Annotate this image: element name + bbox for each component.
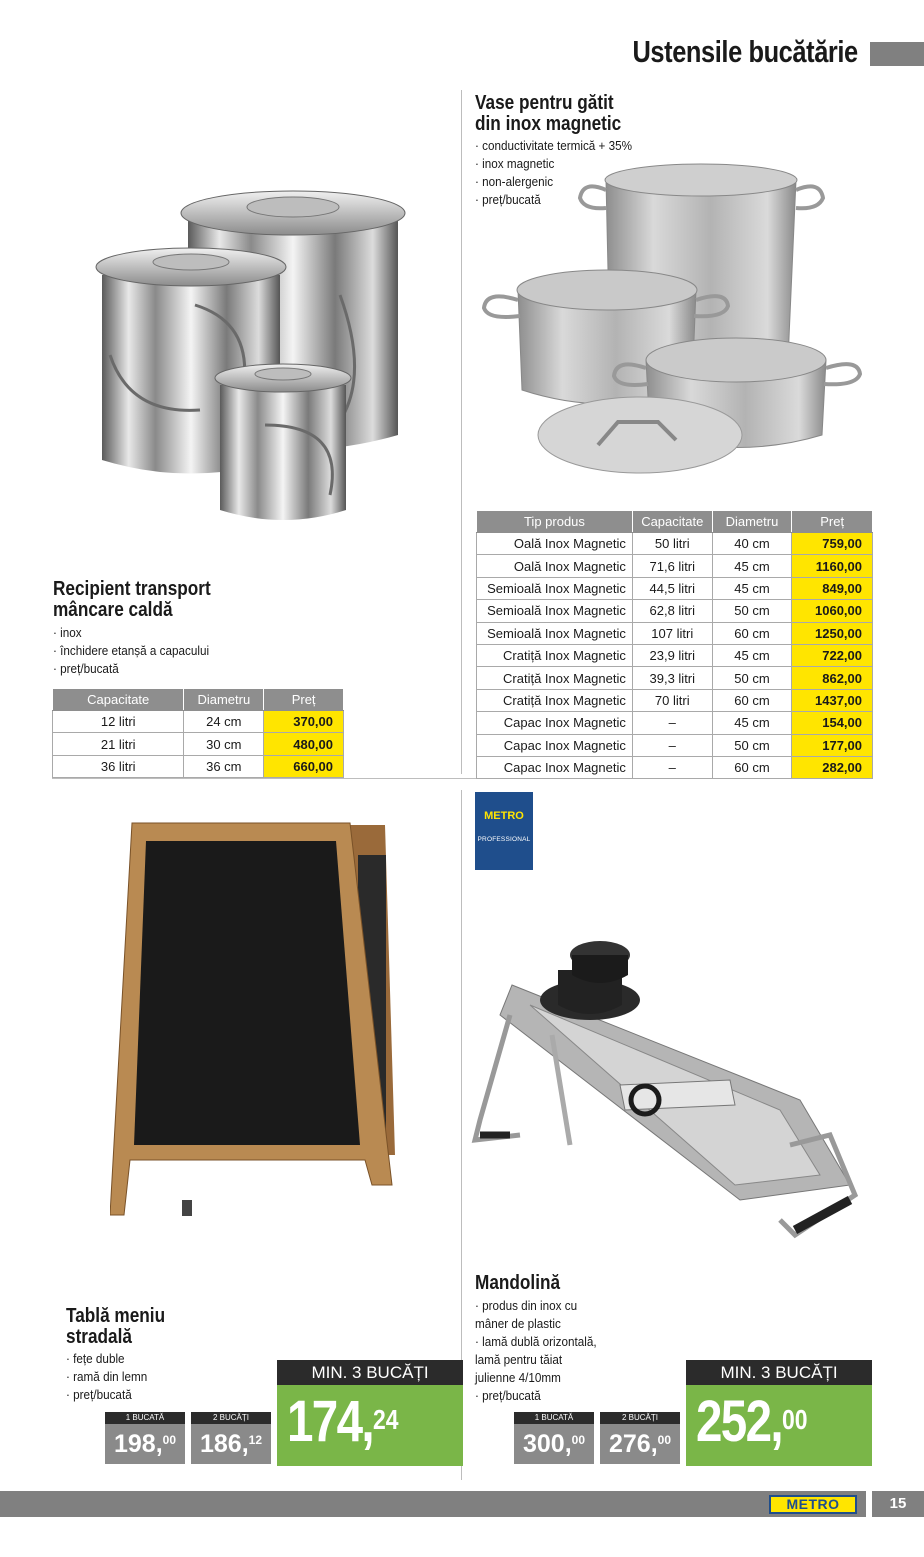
price-cell: 1060,00 (792, 600, 873, 622)
column-header: Preț (792, 511, 873, 533)
table-row: 12 litri 24 cm 370,00 (53, 711, 344, 733)
table-row: Semioală Inox Magnetic 44,5 litri 45 cm 849,00 (477, 577, 873, 599)
metro-professional-badge (475, 792, 533, 870)
cookware-image (478, 160, 868, 500)
price-cell: 480,00 (264, 733, 344, 755)
transport-containers-image (90, 175, 420, 530)
tier-label: 1 BUCATĂ (514, 1412, 594, 1424)
price-cell: 862,00 (792, 667, 873, 689)
table-row: Oală Inox Magnetic 71,6 litri 45 cm 1160,00 (477, 555, 873, 577)
bullet: · lamă dublă orizontală, (475, 1333, 597, 1351)
offer-price: 252,00 (696, 1389, 808, 1454)
table-row: Cratiță Inox Magnetic 70 litri 60 cm 1437,00 (477, 689, 873, 711)
column-header: Preț (264, 689, 344, 711)
board-price-tier-2 (191, 1412, 271, 1464)
bullet: · inox (53, 624, 209, 642)
bullet-continuation: julienne 4/10mm (475, 1370, 561, 1385)
bullet: · conductivitate termică + 35% (475, 137, 632, 155)
transport-bullets (53, 624, 209, 678)
bullet: · non-alergenic (475, 173, 632, 191)
table-row: Cratiță Inox Magnetic 39,3 litri 50 cm 862,00 (477, 667, 873, 689)
bullet: · fețe duble (66, 1350, 147, 1368)
price-cell: 370,00 (264, 711, 344, 733)
menu-board-image (110, 815, 400, 1235)
board-price-tier-1 (105, 1412, 185, 1464)
min-quantity-label: MIN. 3 BUCĂȚI (686, 1360, 872, 1385)
mandoline-image (470, 935, 870, 1245)
board-offer-box (277, 1360, 463, 1466)
board-bullets (66, 1350, 147, 1404)
column-header: Tip produs (477, 511, 633, 533)
table-row: 21 litri 30 cm 480,00 (53, 733, 344, 755)
cookware-title: Vase pentru gătit din inox magnetic (475, 92, 622, 135)
mandoline-bullets (475, 1297, 597, 1405)
bullet: · preț/bucată (66, 1386, 147, 1404)
table-row: Semioală Inox Magnetic 62,8 litri 50 cm 1060,00 (477, 600, 873, 622)
tier-price: 198,00 (105, 1424, 185, 1464)
bullet: · produs din inox cu (475, 1297, 597, 1315)
transport-price-table (52, 688, 344, 778)
mandoline-offer-box (686, 1360, 872, 1466)
tier-label: 2 BUCĂȚI (191, 1412, 271, 1424)
column-header: Capacitate (53, 689, 184, 711)
professional-label: PROFESSIONAL (477, 836, 531, 843)
tier-price: 276,00 (600, 1424, 680, 1464)
board-title: Tablă meniu stradală (66, 1305, 166, 1348)
table-row: Capac Inox Magnetic – 60 cm 282,00 (477, 756, 873, 778)
table-row: Semioală Inox Magnetic 107 litri 60 cm 1250,00 (477, 622, 873, 644)
mandoline-price-tier-1 (514, 1412, 594, 1464)
bullet-continuation: mâner de plastic (475, 1316, 561, 1331)
price-cell: 1250,00 (792, 622, 873, 644)
column-divider-top (461, 90, 462, 774)
mandoline-price-tier-2 (600, 1412, 680, 1464)
offer-price: 174,24 (287, 1389, 399, 1454)
bullet: · ramă din lemn (66, 1368, 147, 1386)
table-row: Capac Inox Magnetic – 45 cm 154,00 (477, 712, 873, 734)
column-header: Capacitate (632, 511, 712, 533)
price-cell: 1160,00 (792, 555, 873, 577)
tier-label: 2 BUCĂȚI (600, 1412, 680, 1424)
bullet: · preț/bucată (53, 660, 209, 678)
bullet: · inox magnetic (475, 155, 632, 173)
min-quantity-label: MIN. 3 BUCĂȚI (277, 1360, 463, 1385)
price-cell: 177,00 (792, 734, 873, 756)
price-cell: 849,00 (792, 577, 873, 599)
price-cell: 282,00 (792, 756, 873, 778)
title-accent-bar (870, 42, 924, 66)
table-row: Capac Inox Magnetic – 50 cm 177,00 (477, 734, 873, 756)
price-cell: 1437,00 (792, 689, 873, 711)
price-cell: 154,00 (792, 712, 873, 734)
tier-label: 1 BUCATĂ (105, 1412, 185, 1424)
column-header: Diametru (184, 689, 264, 711)
page-number: 15 (872, 1491, 924, 1517)
table-row: 36 litri 36 cm 660,00 (53, 755, 344, 777)
price-cell: 660,00 (264, 755, 344, 777)
price-cell: 722,00 (792, 644, 873, 666)
page-title: Ustensile bucătărie (632, 34, 858, 69)
column-header: Diametru (712, 511, 792, 533)
footer-bar (0, 1491, 866, 1517)
cookware-price-table (476, 510, 873, 779)
transport-title: Recipient transport mâncare caldă (53, 578, 211, 621)
bullet: · preț/bucată (475, 1387, 597, 1405)
mandoline-title: Mandolină (475, 1272, 561, 1294)
bullet: · închidere etanșă a capacului (53, 642, 209, 660)
price-cell: 759,00 (792, 533, 873, 555)
bullet: · preț/bucată (475, 191, 632, 209)
table-row: Cratiță Inox Magnetic 23,9 litri 45 cm 722,00 (477, 644, 873, 666)
metro-logo: METRO (484, 810, 524, 822)
table-row: Oală Inox Magnetic 50 litri 40 cm 759,00 (477, 533, 873, 555)
tier-price: 186,12 (191, 1424, 271, 1464)
bullet-continuation: lamă pentru tăiat (475, 1352, 563, 1367)
metro-footer-logo: METRO (769, 1495, 857, 1514)
tier-price: 300,00 (514, 1424, 594, 1464)
